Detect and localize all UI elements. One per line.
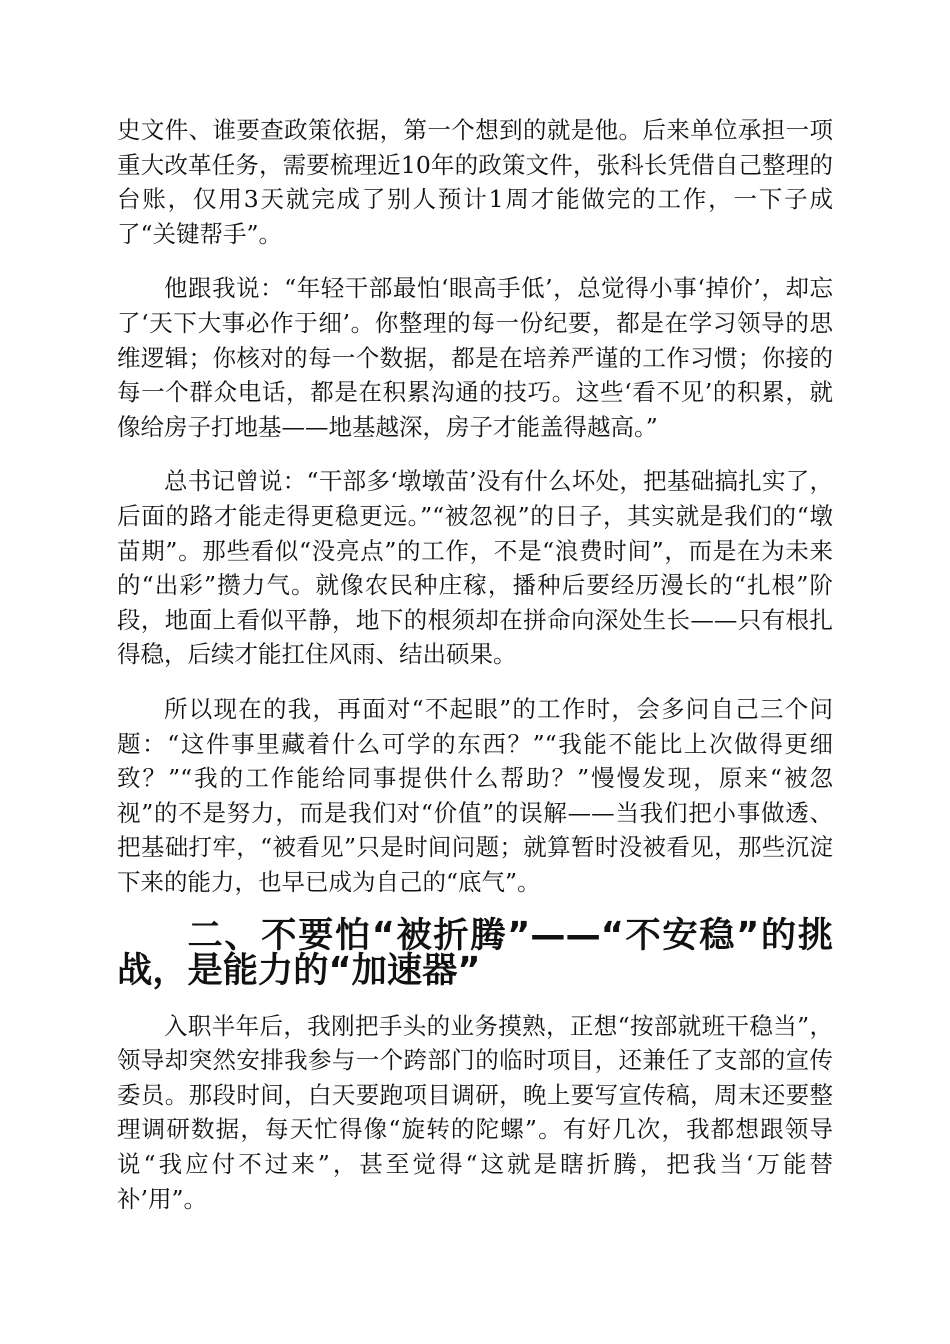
paragraph-continuation: 史文件、谁要查政策依据，第一个想到的就是他。后来单位承担一项重大改革任务，需要梳理近10年的政策文件，张科长凭借自己整理的台账，仅用3天就完成了别人预计1周才能做完的工作，一下子成了“关键帮手”。 xyxy=(117,116,833,248)
paragraph-three-questions: 所以现在的我，再面对“不起眼”的工作时，会多问自己三个问题：“这件事里藏着什么可学的东西？”“我能不能比上次做得更细致？”“我的工作能给同事提供什么帮助？”慢慢发现，原来“被忽视”的不是努力，而是我们对“价值”的误解——当我们把小事做透、把基础打牢，“被看见”只是时间问题；就算暂时没被看见，那些沉淀下来的能力，也早已成为自己的“底气”。 xyxy=(117,694,833,896)
section-heading-2: 二、不要怕“被折腾”——“不安稳”的挑战，是能力的“加速器” xyxy=(117,915,833,992)
paragraph-section-2-intro: 入职半年后，我刚把手头的业务摸熟，正想“按部就班干稳当”，领导却突然安排我参与一个跨部门的临时项目，还兼任了支部的宣传委员。那段时间，白天要跑项目调研，晚上要写宣传稿，周末还要整理调研数据，每天忙得像“旋转的陀螺”。有好几次，我都想跟领导说“我应付不过来”，甚至觉得“这就是瞎折腾，把我当‘万能替补’用”。 xyxy=(117,1011,833,1213)
paragraph-seedling-period: 总书记曾说：“干部多‘墩墩苗’没有什么坏处，把基础搞扎实了，后面的路才能走得更稳更远。”“被忽视”的日子，其实就是我们的“墩苗期”。那些看似“没亮点”的工作，不是“浪费时间”，而是在为未来的“出彩”攒力气。就像农民种庄稼，播种后要经历漫长的“扎根”阶段，地面上看似平静，地下的根须却在拼命向深处生长——只有根扎得稳，后续才能扛住风雨、结出硕果。 xyxy=(117,467,833,669)
paragraph-quote-section-chief: 他跟我说：“年轻干部最怕‘眼高手低’，总觉得小事‘掉价’，却忘了‘天下大事必作于细’。你整理的每一份纪要，都是在学习领导的思维逻辑；你核对的每一个数据，都是在培养严谨的工作习惯；你接的每一个群众电话，都是在积累沟通的技巧。这些‘看不见’的积累，就像给房子打地基——地基越深，房子才能盖得越高。” xyxy=(117,274,833,441)
document-page xyxy=(117,113,833,1236)
